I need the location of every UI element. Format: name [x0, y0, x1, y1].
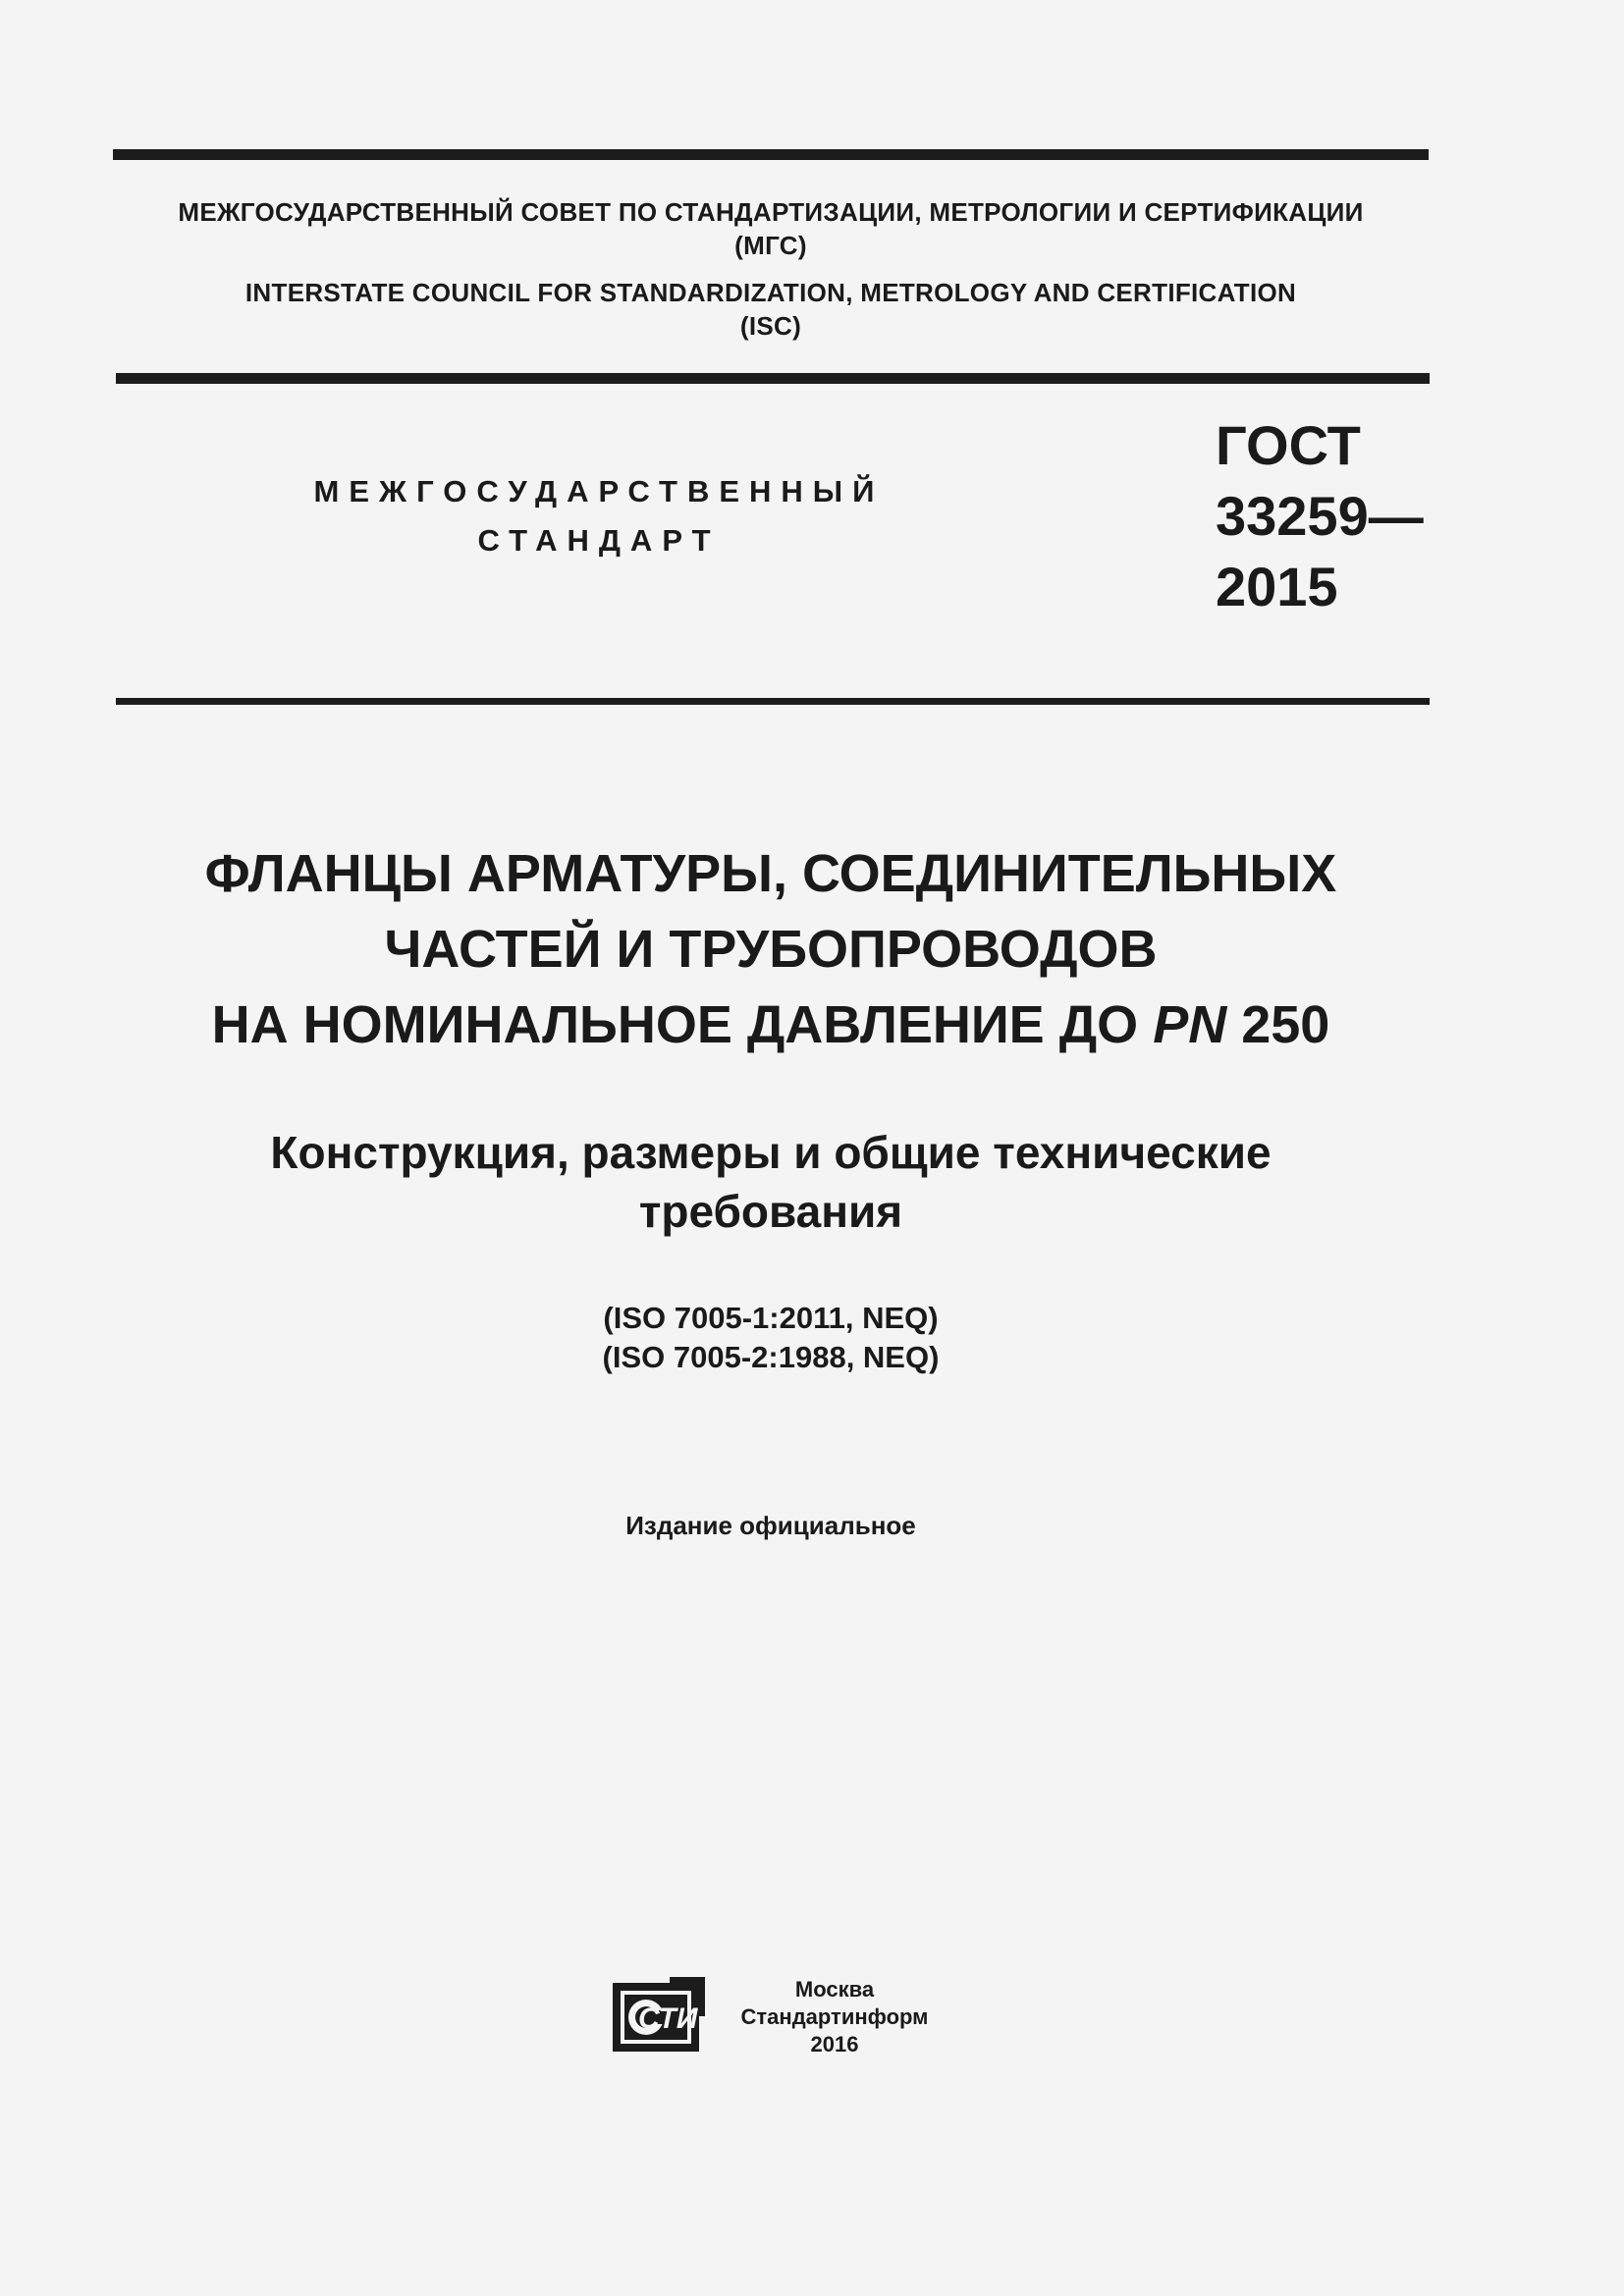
- top-divider: [113, 149, 1429, 160]
- imprint-year: 2016: [810, 2032, 859, 2056]
- middle-divider: [116, 373, 1430, 384]
- imprint-city: Москва: [794, 1977, 875, 2002]
- council-abbr-en: (ISC): [739, 311, 802, 341]
- gost-prefix: ГОСТ: [1216, 414, 1361, 476]
- standard-type-line1: МЕЖГОСУДАРСТВЕННЫЙ: [313, 474, 885, 508]
- imprint-publisher: Стандартинформ: [740, 2004, 929, 2029]
- council-name-ru: [113, 195, 1429, 262]
- council-abbr-ru: (МГС): [734, 231, 807, 260]
- iso-references: [113, 1299, 1429, 1377]
- subtitle-line2: требования: [638, 1186, 903, 1237]
- council-name-ru-line1: МЕЖГОСУДАРСТВЕННЫЙ СОВЕТ ПО СТАНДАРТИЗАЦИИ, МЕТРОЛОГИИ И СЕРТИФИКАЦИИ: [178, 197, 1364, 227]
- gost-designation: [1216, 410, 1424, 622]
- gost-number: 33259—: [1216, 485, 1424, 547]
- subtitle-line1: Конструкция, размеры и общие технические: [270, 1127, 1272, 1178]
- standard-type-label: [245, 467, 952, 565]
- standartinform-logo-icon: [611, 1977, 705, 2054]
- iso-reference-2: (ISO 7005-2:1988, NEQ): [602, 1340, 940, 1374]
- title-line3-pn: PN: [1153, 995, 1227, 1054]
- gost-year: 2015: [1216, 556, 1338, 617]
- logo-text: СТИ: [638, 2002, 698, 2035]
- document-title: [113, 836, 1429, 1063]
- title-line1: ФЛАНЦЫ АРМАТУРЫ, СОЕДИНИТЕЛЬНЫХ: [204, 844, 1337, 903]
- title-line3-value: 250: [1241, 995, 1330, 1054]
- council-name-en-line1: INTERSTATE COUNCIL FOR STANDARDIZATION, METROLOGY AND CERTIFICATION: [244, 278, 1297, 307]
- lower-divider: [116, 698, 1430, 705]
- title-line3: [113, 988, 1429, 1063]
- document-subtitle: [113, 1123, 1429, 1241]
- council-name-en: [113, 276, 1429, 343]
- standard-type-line2: СТАНДАРТ: [477, 523, 721, 558]
- iso-reference-1: (ISO 7005-1:2011, NEQ): [603, 1301, 939, 1335]
- imprint: [717, 1976, 952, 2058]
- title-line3-prefix: НА НОМИНАЛЬНОЕ ДАВЛЕНИЕ ДО: [211, 995, 1139, 1054]
- edition-note: Издание официальное: [625, 1511, 916, 1540]
- title-line2: ЧАСТЕЙ И ТРУБОПРОВОДОВ: [384, 920, 1158, 979]
